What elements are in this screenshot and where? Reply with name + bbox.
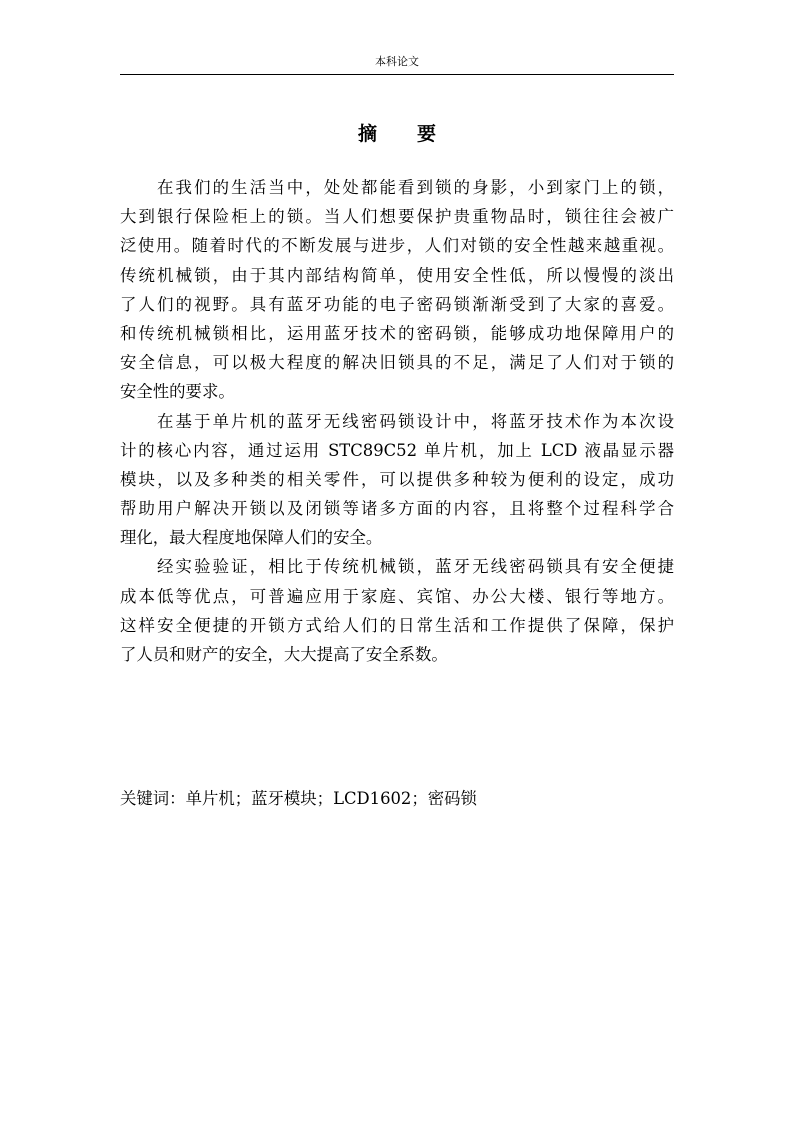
keywords-label: 关键词： bbox=[120, 789, 186, 808]
paragraph-line: 安全性的要求。 bbox=[120, 382, 235, 402]
page-header bbox=[120, 55, 674, 75]
title-part-1: 摘 bbox=[357, 123, 377, 145]
paragraph-line: 了人员和财产的安全，大大提高了安全系数。 bbox=[120, 645, 448, 664]
paragraph-line: 理化，最大程度地保障人们的安全。 bbox=[120, 528, 383, 548]
header-text: 本科论文 bbox=[375, 55, 419, 68]
paragraph-line: 泛使用。随着时代的不断发展与进步，人们对锁的安全性越来越重视。 bbox=[120, 236, 674, 256]
paragraph-line: 模块，以及多种类的相关零件，可以提供多种较为便利的设定，成功 bbox=[120, 469, 674, 489]
paragraph-line: 传统机械锁，由于其内部结构简单，使用安全性低，所以慢慢的淡出 bbox=[120, 265, 674, 285]
paragraph-line: 经实验验证，相比于传统机械锁，蓝牙无线密码锁具有安全便捷 bbox=[157, 557, 674, 577]
paragraph-line: 在基于单片机的蓝牙无线密码锁设计中，将蓝牙技术作为本次设 bbox=[157, 411, 674, 431]
paragraph-line: 安全信息，可以极大程度的解决旧锁具的不足，满足了人们对于锁的 bbox=[120, 353, 674, 373]
title-part-2: 要 bbox=[417, 123, 437, 145]
paragraph-line: 了人们的视野。具有蓝牙功能的电子密码锁渐渐受到了大家的喜爱。 bbox=[120, 294, 674, 314]
paragraph-line: 成本低等优点，可普遍应用于家庭、宾馆、办公大楼、银行等地方。 bbox=[120, 586, 674, 606]
paragraph-line: 大到银行保险柜上的锁。当人们想要保护贵重物品时，锁往往会被广 bbox=[120, 207, 674, 227]
paragraph-line: 和传统机械锁相比，运用蓝牙技术的密码锁，能够成功地保障用户的 bbox=[120, 323, 674, 343]
paragraph-line: 计的核心内容，通过运用 STC89C52 单片机，加上 LCD 液晶显示器 bbox=[120, 440, 674, 460]
paragraph-line: 在我们的生活当中，处处都能看到锁的身影，小到家门上的锁， bbox=[157, 178, 674, 197]
abstract-title bbox=[120, 121, 674, 147]
abstract-body bbox=[120, 173, 674, 669]
keywords-value: 单片机；蓝牙模块；LCD1602；密码锁 bbox=[185, 789, 477, 808]
paragraph-line: 这样安全便捷的开锁方式给人们的日常生活和工作提供了保障，保护 bbox=[120, 615, 674, 635]
keywords-line bbox=[120, 786, 674, 812]
paragraph-line: 帮助用户解决开锁以及闭锁等诸多方面的内容，且将整个过程科学合 bbox=[120, 499, 674, 519]
